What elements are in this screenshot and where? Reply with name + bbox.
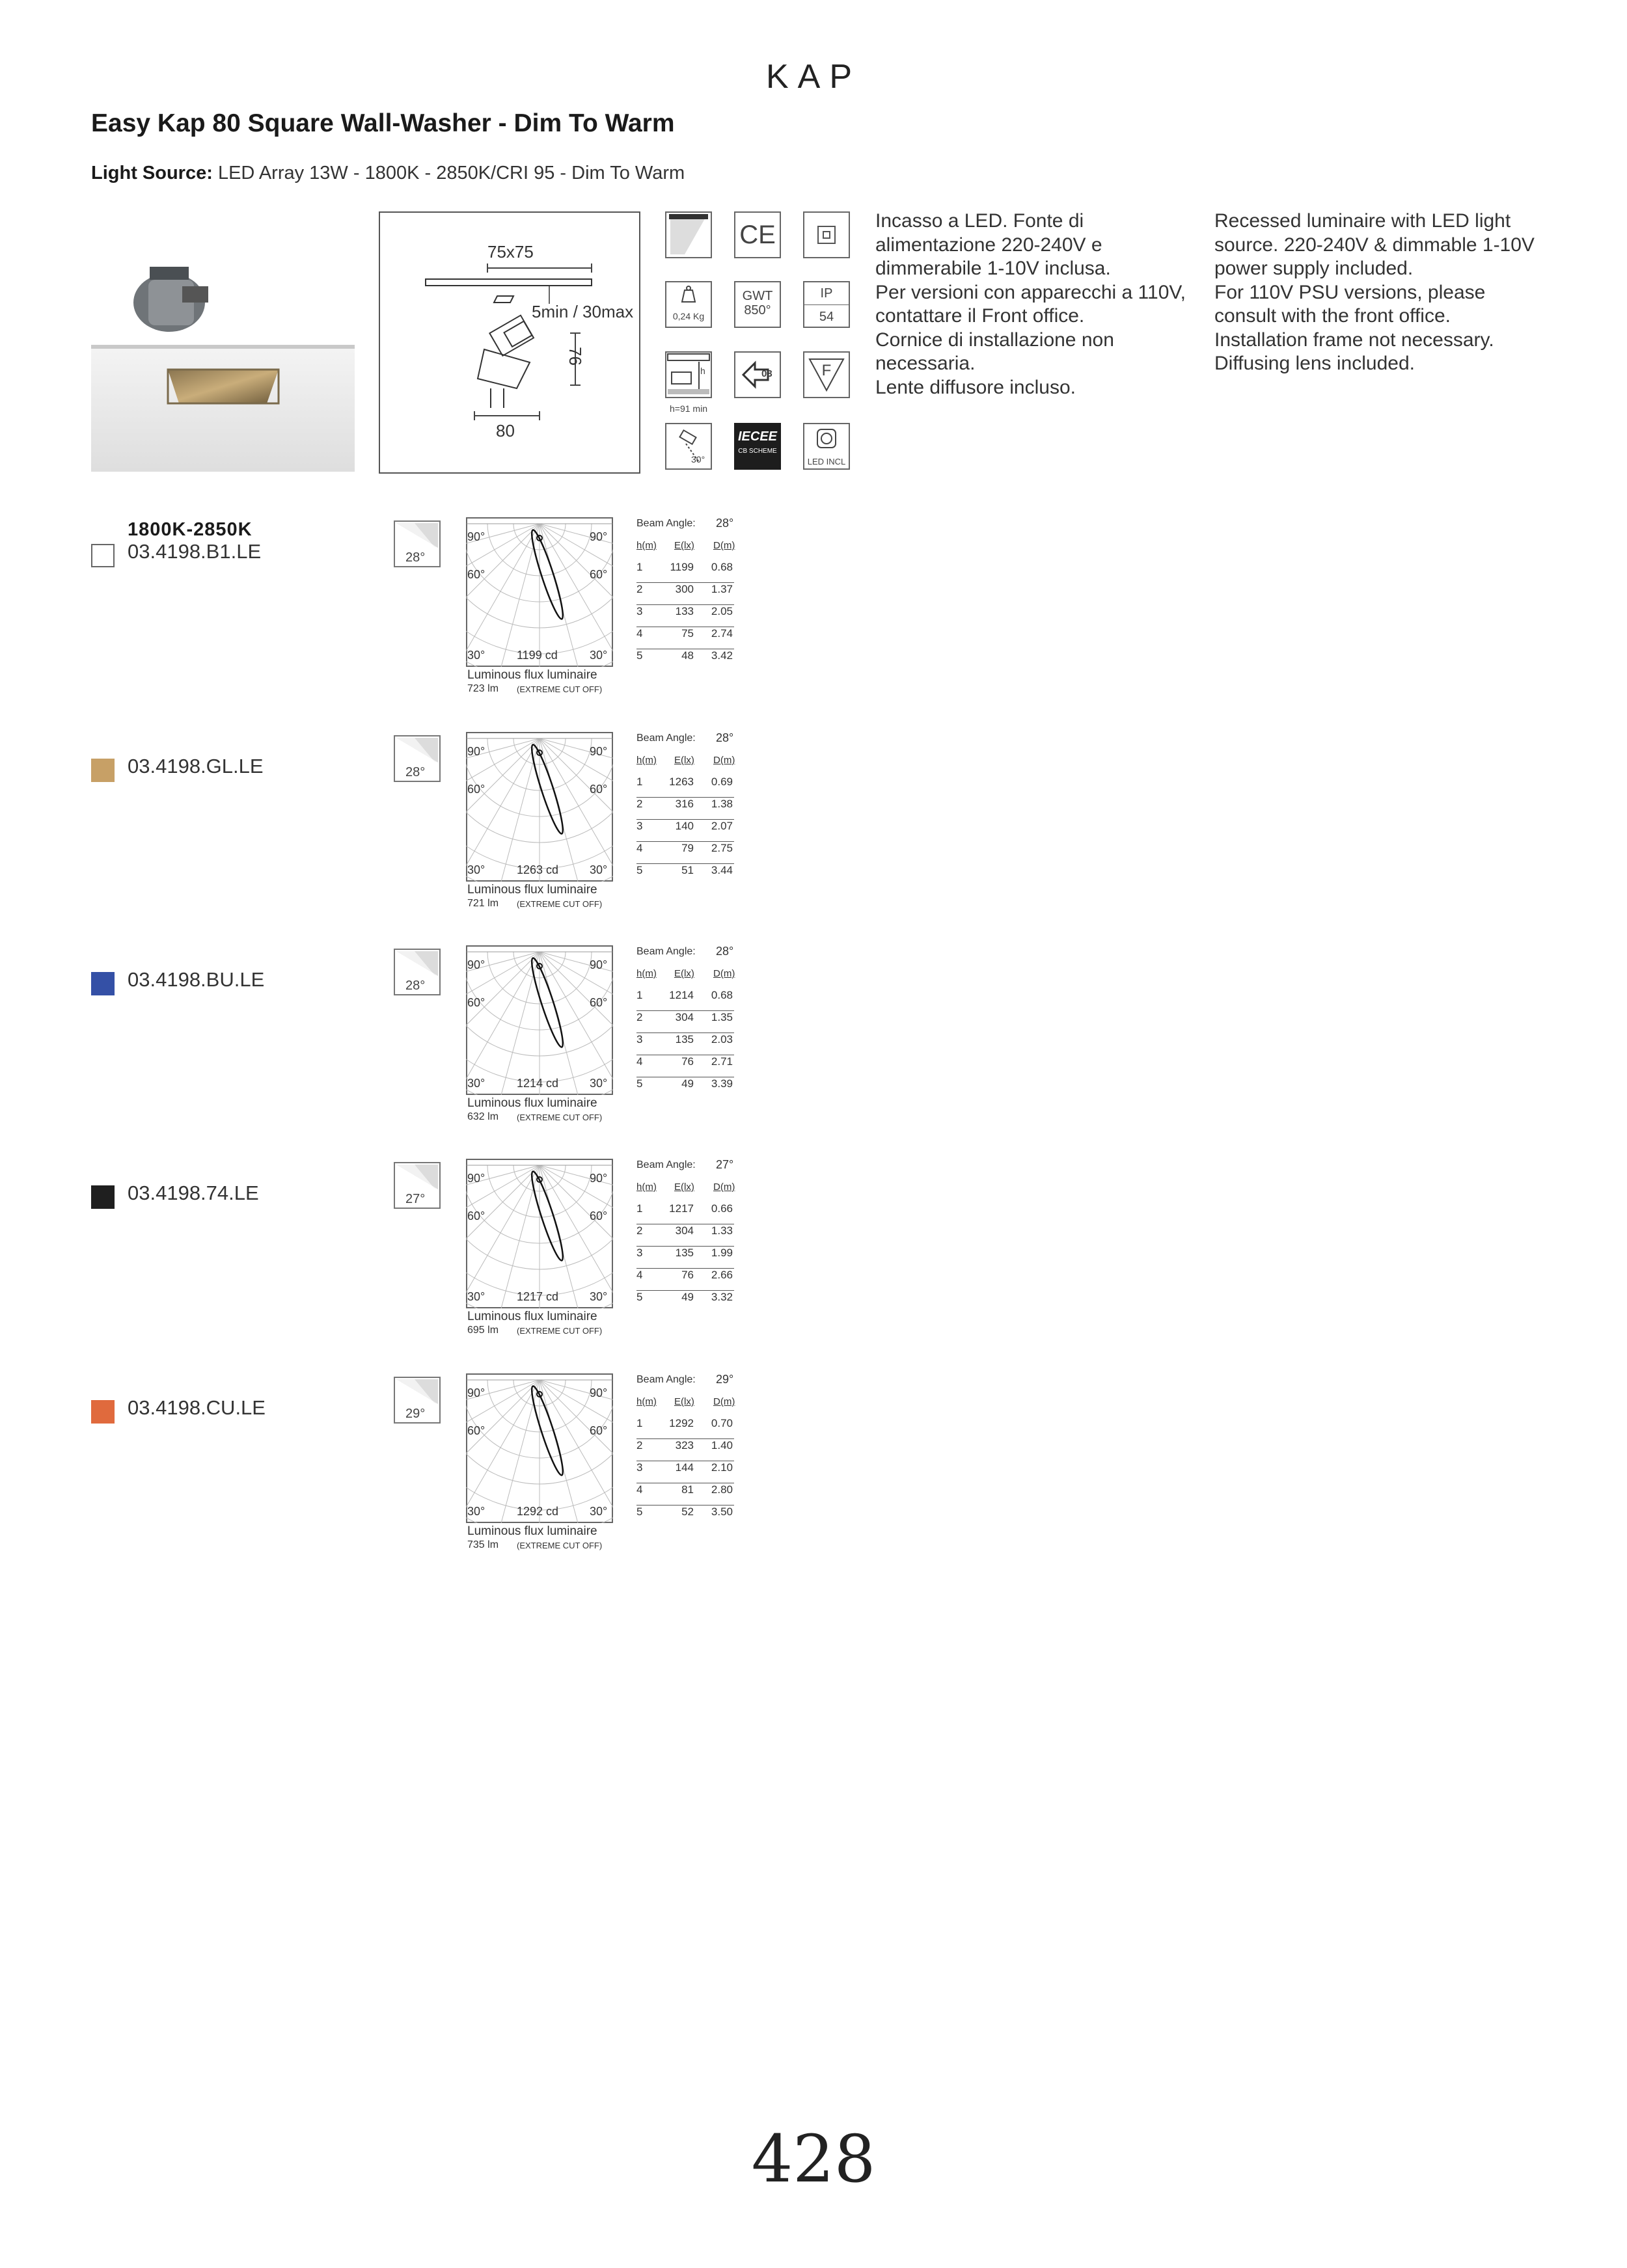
desc-en-line: Recessed luminaire with LED light: [1214, 210, 1511, 232]
cell-height: 1: [636, 1202, 643, 1215]
cell-height: 5: [636, 649, 643, 662]
cell-height: 1: [636, 1417, 643, 1429]
cell-height: 4: [636, 842, 643, 854]
cell-illuminance: 1217: [669, 1202, 694, 1215]
cell-diameter: 0.66: [711, 1202, 733, 1215]
color-swatch: [91, 1400, 115, 1424]
beam-angle-icon: [394, 1162, 441, 1209]
cell-illuminance: 133: [675, 605, 694, 617]
table-row: [636, 864, 734, 885]
max-intensity: 1199 cd: [517, 649, 558, 662]
col-illuminance: E(lx): [674, 1181, 694, 1193]
flux-title: Luminous flux luminaire: [467, 1310, 597, 1323]
cell-height: 1: [636, 989, 643, 1001]
col-height: h(m): [636, 540, 657, 551]
cell-illuminance: 1263: [669, 776, 694, 788]
cutoff-label: (EXTREME CUT OFF): [517, 1541, 603, 1550]
article-code: 03.4198.BU.LE: [128, 968, 265, 991]
page-number: 428: [751, 2121, 876, 2197]
cell-diameter: 2.66: [711, 1269, 733, 1281]
cell-illuminance: 76: [681, 1269, 694, 1281]
table-row: [636, 1291, 734, 1312]
angle-label-60-left: 60°: [467, 568, 485, 581]
angle-label-60-right: 60°: [590, 996, 608, 1009]
cell-height: 1: [636, 776, 643, 788]
cell-illuminance: 49: [681, 1077, 694, 1090]
table-row: [636, 561, 734, 583]
color-swatch: [91, 972, 115, 995]
flux-value: 632 lm: [467, 1111, 499, 1122]
cell-illuminance: 48: [681, 649, 694, 662]
desc-it-line: Per versioni con apparecchi a 110V,: [875, 281, 1186, 303]
article-code: 03.4198.GL.LE: [128, 755, 264, 777]
cell-height: 3: [636, 1461, 643, 1474]
ip-rating-icon: [803, 281, 850, 328]
angle-label-30-right: 30°: [590, 1077, 608, 1090]
flux-value: 723 lm: [467, 683, 499, 694]
dim-top: 75x75: [487, 242, 534, 262]
desc-en-line: power supply included.: [1214, 258, 1414, 279]
col-illuminance: E(lx): [674, 968, 694, 979]
cell-diameter: 0.69: [711, 776, 733, 788]
photometric-table: [636, 518, 735, 674]
cell-height: 1: [636, 561, 643, 573]
desc-en-line: For 110V PSU versions, please: [1214, 281, 1486, 303]
table-row: [636, 1417, 734, 1439]
gwt-label: GWT: [742, 289, 773, 303]
article-code: 03.4198.B1.LE: [128, 540, 262, 563]
article-code: 03.4198.CU.LE: [128, 1396, 266, 1419]
angle-label-30-right: 30°: [590, 649, 608, 662]
beam-angle-icon: [394, 949, 441, 995]
angle-label-30-right: 30°: [590, 863, 608, 876]
intensity-curve: [527, 743, 567, 836]
max-intensity: 1217 cd: [517, 1290, 559, 1303]
cell-diameter: 2.74: [711, 627, 733, 640]
led-incl-label: LED INCL: [807, 457, 846, 466]
flux-title: Luminous flux luminaire: [467, 668, 597, 682]
beam-angle-caption: Beam Angle:: [636, 946, 696, 957]
max-intensity: 1292 cd: [517, 1505, 559, 1518]
intensity-curve: [527, 1170, 567, 1263]
cell-diameter: 2.80: [711, 1483, 733, 1496]
angle-label-60-left: 60°: [467, 1424, 485, 1437]
col-diameter: D(m): [713, 968, 735, 979]
angle-label-90-right: 90°: [590, 1172, 608, 1185]
flux-value: 695 lm: [467, 1325, 499, 1336]
angle-label-60-left: 60°: [467, 996, 485, 1009]
beam-angle-label: 28°: [405, 550, 426, 565]
cutoff-label: (EXTREME CUT OFF): [517, 1113, 603, 1122]
cell-height: 3: [636, 605, 643, 617]
beam-angle-caption: Beam Angle:: [636, 733, 696, 744]
technical-drawing: [379, 211, 640, 474]
f-mark-value: F: [821, 362, 832, 379]
cell-diameter: 2.71: [711, 1055, 733, 1068]
angle-label-30-right: 30°: [590, 1290, 608, 1303]
table-row: [636, 1077, 734, 1099]
angle-label-30-right: 30°: [590, 1505, 608, 1518]
angle-label-30-left: 30°: [467, 1077, 485, 1090]
angle-label-90-left: 90°: [467, 530, 485, 543]
cell-height: 4: [636, 1483, 643, 1496]
tilt-icon: [665, 423, 712, 470]
cell-illuminance: 49: [681, 1291, 694, 1303]
led-included-icon: [803, 423, 850, 470]
cell-illuminance: 1292: [669, 1417, 694, 1429]
energy-value: 03: [761, 368, 772, 379]
cell-illuminance: 52: [681, 1505, 694, 1518]
cell-illuminance: 1214: [669, 989, 694, 1001]
angle-label-60-right: 60°: [590, 1209, 608, 1222]
col-illuminance: E(lx): [674, 755, 694, 766]
article-code: 03.4198.74.LE: [128, 1181, 259, 1204]
table-row: [636, 627, 734, 649]
desc-it-line: Lente diffusore incluso.: [875, 376, 1076, 398]
cell-illuminance: 140: [675, 820, 694, 832]
cell-diameter: 2.05: [711, 605, 733, 617]
cell-illuminance: 144: [675, 1461, 694, 1474]
flux-value: 721 lm: [467, 898, 499, 909]
desc-it-line: dimmerabile 1-10V inclusa.: [875, 258, 1111, 279]
iecee-cb-icon: [734, 423, 781, 470]
cell-diameter: 3.39: [711, 1077, 733, 1090]
angle-label-90-left: 90°: [467, 1386, 485, 1399]
cell-height: 2: [636, 583, 643, 595]
beam-angle-icon: [394, 520, 441, 567]
cell-diameter: 2.07: [711, 820, 733, 832]
wall-washer-icon: [665, 211, 712, 258]
cell-diameter: 1.37: [711, 583, 733, 595]
cell-diameter: 2.03: [711, 1033, 733, 1046]
table-row: [636, 1439, 734, 1461]
beam-angle-label: 27°: [405, 1192, 426, 1206]
intensity-curve: [527, 528, 567, 621]
color-swatch: [91, 544, 115, 567]
cutoff-label: (EXTREME CUT OFF): [517, 899, 603, 909]
table-row: [636, 649, 734, 671]
ce-mark-icon: CE: [734, 211, 781, 258]
weight-value: 0,24 Kg: [672, 311, 705, 321]
angle-label-90-left: 90°: [467, 1172, 485, 1185]
class-ii-icon: [803, 211, 850, 258]
table-row: [636, 1224, 734, 1247]
gwt-value: 850°: [744, 303, 771, 317]
cell-illuminance: 76: [681, 1055, 694, 1068]
color-swatch: [91, 759, 115, 782]
desc-it-line: alimentazione 220-240V e: [875, 234, 1102, 256]
cell-illuminance: 135: [675, 1033, 694, 1046]
cell-illuminance: 51: [681, 864, 694, 876]
angle-label-90-right: 90°: [590, 958, 608, 971]
cell-illuminance: 79: [681, 842, 694, 854]
beam-angle-label: 28°: [405, 979, 426, 993]
cb-label: CB SCHEME: [738, 448, 777, 455]
col-illuminance: E(lx): [674, 1396, 694, 1407]
col-diameter: D(m): [713, 1396, 735, 1407]
angle-label-60-left: 60°: [467, 1209, 485, 1222]
table-row: [636, 842, 734, 864]
photometric-table: [636, 733, 735, 889]
cell-illuminance: 300: [675, 583, 694, 595]
desc-en-line: consult with the front office.: [1214, 305, 1451, 327]
flux-title: Luminous flux luminaire: [467, 1524, 597, 1538]
cell-illuminance: 323: [675, 1439, 694, 1451]
glow-wire-icon: [734, 281, 781, 328]
min-height-label: h=91 min: [670, 403, 707, 414]
desc-it-line: Incasso a LED. Fonte di: [875, 210, 1084, 232]
cutoff-label: (EXTREME CUT OFF): [517, 684, 603, 694]
cell-height: 5: [636, 1077, 643, 1090]
table-row: [636, 1055, 734, 1077]
table-row: [636, 1483, 734, 1505]
flux-value: 735 lm: [467, 1539, 499, 1550]
angle-label-60-right: 60°: [590, 783, 608, 796]
cell-height: 2: [636, 1011, 643, 1023]
table-row: [636, 1461, 734, 1483]
table-row: [636, 798, 734, 820]
beam-angle-value: 28°: [716, 517, 734, 530]
table-row: [636, 776, 734, 798]
light-source: [91, 163, 685, 184]
beam-angle-icon: [394, 735, 441, 782]
cell-height: 3: [636, 1033, 643, 1046]
max-intensity: 1214 cd: [517, 1077, 559, 1090]
cell-height: 5: [636, 1505, 643, 1518]
desc-it-line: necessaria.: [875, 353, 976, 374]
brand-name: KAP: [765, 58, 862, 96]
angle-label-90-right: 90°: [590, 530, 608, 543]
cell-height: 4: [636, 1055, 643, 1068]
cell-height: 5: [636, 1291, 643, 1303]
table-row: [636, 1505, 734, 1527]
beam-angle-value: 29°: [716, 1373, 734, 1386]
product-title: Easy Kap 80 Square Wall-Washer - Dim To Warm: [91, 109, 675, 137]
cell-height: 2: [636, 1224, 643, 1237]
angle-label-60-right: 60°: [590, 1424, 608, 1437]
col-diameter: D(m): [713, 540, 735, 551]
weight-icon: [665, 281, 712, 328]
cell-illuminance: 75: [681, 627, 694, 640]
col-illuminance: E(lx): [674, 540, 694, 551]
table-row: [636, 1033, 734, 1055]
col-diameter: D(m): [713, 755, 735, 766]
table-row: [636, 1269, 734, 1291]
flux-title: Luminous flux luminaire: [467, 1096, 597, 1110]
color-swatch: [91, 1185, 115, 1209]
light-source-value: LED Array 13W - 1800K - 2850K/CRI 95 - Dim To Warm: [217, 163, 685, 183]
cell-height: 4: [636, 1269, 643, 1281]
cell-height: 5: [636, 864, 643, 876]
cell-height: 3: [636, 820, 643, 832]
cell-illuminance: 316: [675, 798, 694, 810]
cell-diameter: 3.42: [711, 649, 733, 662]
cell-height: 4: [636, 627, 643, 640]
cell-diameter: 3.50: [711, 1505, 733, 1518]
angle-label-60-left: 60°: [467, 783, 485, 796]
beam-angle-caption: Beam Angle:: [636, 1159, 696, 1170]
cell-diameter: 1.38: [711, 798, 733, 810]
ip-label: IP: [820, 286, 833, 301]
cell-diameter: 1.33: [711, 1224, 733, 1237]
cell-diameter: 2.10: [711, 1461, 733, 1474]
cell-illuminance: 1199: [670, 561, 694, 573]
dim-width: 80: [496, 421, 515, 440]
energy-class-icon: [734, 351, 781, 398]
beam-angle-value: 28°: [716, 945, 734, 958]
angle-label-90-right: 90°: [590, 1386, 608, 1399]
angle-label-30-left: 30°: [467, 1290, 485, 1303]
cell-diameter: 1.35: [711, 1011, 733, 1023]
table-row: [636, 989, 734, 1011]
cell-height: 3: [636, 1247, 643, 1259]
cell-illuminance: 304: [675, 1224, 694, 1237]
cell-diameter: 2.75: [711, 842, 733, 854]
dim-height: 76: [565, 347, 585, 366]
beam-angle-label: 29°: [405, 1407, 426, 1421]
angle-label-60-right: 60°: [590, 568, 608, 581]
photometric-table: [636, 946, 735, 1102]
table-row: [636, 820, 734, 842]
photometric-table: [636, 1159, 735, 1316]
iecee-label: IECEE: [737, 429, 778, 444]
angle-label-90-left: 90°: [467, 745, 485, 758]
cell-illuminance: 135: [675, 1247, 694, 1259]
cell-diameter: 3.32: [711, 1291, 733, 1303]
cell-height: 2: [636, 798, 643, 810]
beam-angle-label: 28°: [405, 765, 426, 779]
dim-recess: 5min / 30max: [532, 302, 634, 321]
beam-angle-value: 27°: [716, 1158, 734, 1171]
f-mark-icon: [803, 351, 850, 398]
installation-height-icon: h: [665, 351, 712, 398]
beam-angle-value: 28°: [716, 731, 734, 744]
beam-angle-caption: Beam Angle:: [636, 518, 696, 529]
table-row: [636, 583, 734, 605]
desc-en-line: source. 220-240V & dimmable 1-10V: [1214, 234, 1535, 256]
cell-diameter: 3.44: [711, 864, 733, 876]
desc-it-line: Cornice di installazione non: [875, 329, 1114, 351]
table-row: [636, 1202, 734, 1224]
col-height: h(m): [636, 1396, 657, 1407]
intensity-curve: [527, 1384, 567, 1478]
flux-title: Luminous flux luminaire: [467, 883, 597, 897]
angle-label-30-left: 30°: [467, 1505, 485, 1518]
cct-label: 1800K-2850K: [128, 519, 253, 540]
light-source-label: Light Source:: [91, 163, 213, 183]
angle-label-30-left: 30°: [467, 649, 485, 662]
max-intensity: 1263 cd: [517, 863, 559, 876]
col-height: h(m): [636, 968, 657, 979]
cell-height: 2: [636, 1439, 643, 1451]
intensity-curve: [527, 956, 567, 1049]
angle-label-90-left: 90°: [467, 958, 485, 971]
desc-en-line: Installation frame not necessary.: [1214, 329, 1494, 351]
table-row: [636, 1011, 734, 1033]
beam-angle-caption: Beam Angle:: [636, 1374, 696, 1385]
product-photo: [91, 241, 355, 472]
cell-diameter: 1.99: [711, 1247, 733, 1259]
col-diameter: D(m): [713, 1181, 735, 1193]
table-row: [636, 1247, 734, 1269]
beam-angle-icon: [394, 1377, 441, 1424]
cutoff-label: (EXTREME CUT OFF): [517, 1326, 603, 1336]
cell-diameter: 0.68: [711, 561, 733, 573]
desc-en-line: Diffusing lens included.: [1214, 353, 1415, 374]
ip-value: 54: [819, 310, 834, 324]
angle-label-30-left: 30°: [467, 863, 485, 876]
cell-diameter: 0.68: [711, 989, 733, 1001]
table-row: [636, 605, 734, 627]
description-italian: [875, 209, 1201, 399]
cell-illuminance: 304: [675, 1011, 694, 1023]
angle-label-90-right: 90°: [590, 745, 608, 758]
col-height: h(m): [636, 1181, 657, 1193]
col-height: h(m): [636, 755, 657, 766]
cell-illuminance: 81: [681, 1483, 694, 1496]
cell-diameter: 0.70: [711, 1417, 733, 1429]
desc-it-line: contattare il Front office.: [875, 305, 1085, 327]
cell-diameter: 1.40: [711, 1439, 733, 1451]
tilt-value: 30°: [691, 454, 705, 465]
photometric-table: [636, 1374, 735, 1530]
description-english: [1214, 209, 1540, 376]
